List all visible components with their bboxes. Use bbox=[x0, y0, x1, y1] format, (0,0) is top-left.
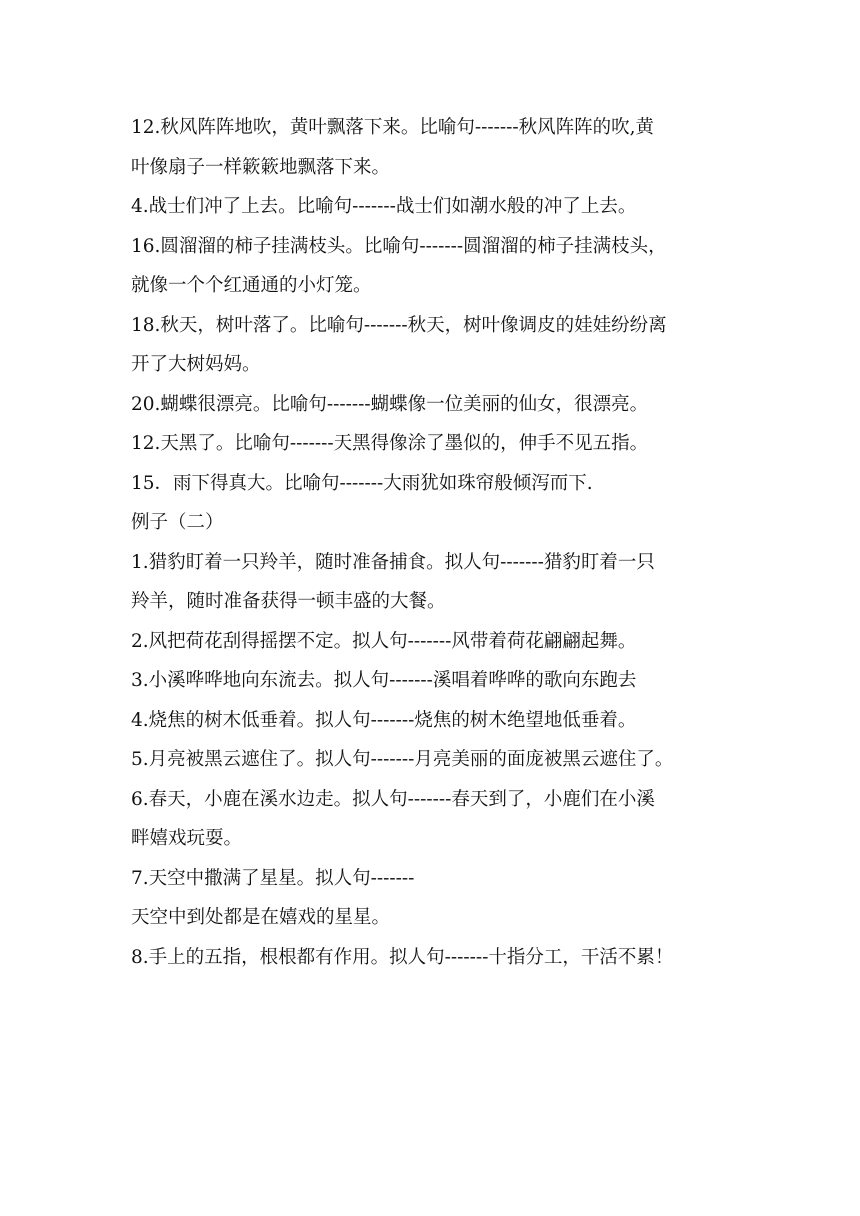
text-line: 叶像扇子一样簌簌地飘落下来。 bbox=[131, 156, 391, 178]
text-line: 18.秋天，树叶落了。比喻句-------秋天，树叶像调皮的娃娃纷纷离 bbox=[131, 314, 667, 336]
text-line: 3.小溪哗哗地向东流去。拟人句-------溪唱着哗哗的歌向东跑去 bbox=[131, 670, 637, 691]
text-line: 1.猎豹盯着一只羚羊，随时准备捕食。拟人句-------猎豹盯着一只 bbox=[131, 551, 655, 573]
text-line: 天空中到处都是在嬉戏的星星。 bbox=[131, 907, 391, 928]
text-line: 7.天空中撒满了星星。拟人句------- bbox=[131, 867, 415, 889]
text-line: 12.秋风阵阵地吹，黄叶飘落下来。比喻句-------秋风阵阵的吹,黄 bbox=[131, 117, 655, 138]
section-heading: 例子（二） bbox=[131, 512, 224, 533]
text-line: 就像一个个红通通的小灯笼。 bbox=[131, 275, 372, 296]
text-line: 开了大树妈妈。 bbox=[131, 354, 261, 375]
text-line: 5.月亮被黑云遮住了。拟人句-------月亮美丽的面庞被黑云遮住了。 bbox=[131, 749, 674, 770]
text-line: 16.圆溜溜的柿子挂满枝头。比喻句-------圆溜溜的柿子挂满枝头， bbox=[131, 235, 667, 257]
text-line: 4.烧焦的树木低垂着。拟人句-------烧焦的树木绝望地低垂着。 bbox=[131, 709, 637, 731]
text-line: 15．雨下得真大。比喻句-------大雨犹如珠帘般倾泻而下. bbox=[131, 472, 593, 494]
text-line: 羚羊，随时准备获得一顿丰盛的大餐。 bbox=[131, 591, 446, 612]
text-line: 20.蝴蝶很漂亮。比喻句-------蝴蝶像一位美丽的仙女，很漂亮。 bbox=[131, 393, 649, 415]
text-line: 4.战士们冲了上去。比喻句-------战士们如潮水般的冲了上去。 bbox=[131, 196, 637, 217]
document-body bbox=[131, 108, 733, 977]
text-line: 6.春天，小鹿在溪水边走。拟人句-------春天到了，小鹿们在小溪 bbox=[131, 788, 655, 810]
text-line: 12.天黑了。比喻句-------天黑得像涂了墨似的，伸手不见五指。 bbox=[131, 433, 649, 454]
text-line: 2.风把荷花刮得摇摆不定。拟人句-------风带着荷花翩翩起舞。 bbox=[131, 630, 637, 652]
text-line: 8.手上的五指，根根都有作用。拟人句-------十指分工，干活不累！ bbox=[131, 946, 674, 968]
text-line: 畔嬉戏玩耍。 bbox=[131, 828, 243, 849]
